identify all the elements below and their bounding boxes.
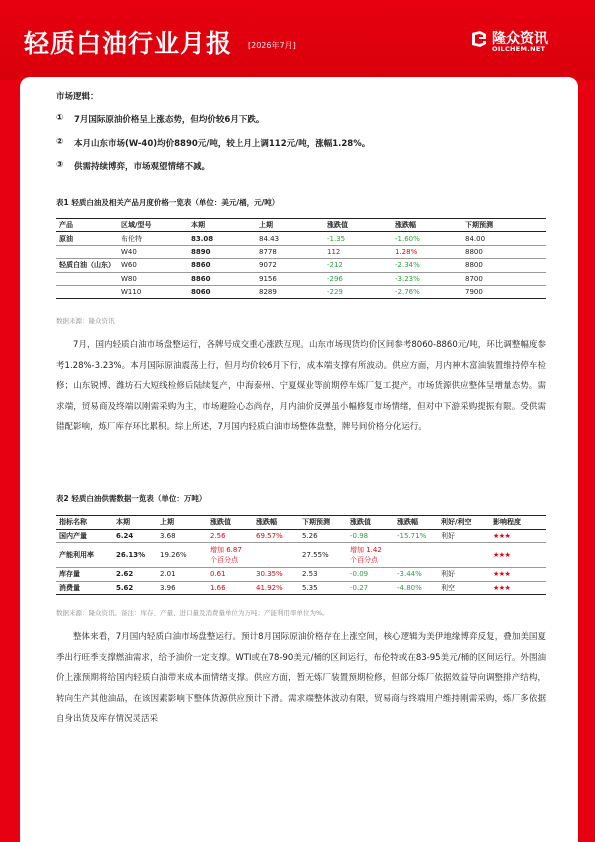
col-header: 下期预测 bbox=[299, 516, 347, 530]
cell-previous: 3.68 bbox=[157, 529, 207, 543]
col-header: 涨跌值 bbox=[347, 516, 394, 530]
cell-indicator: 库存量 bbox=[56, 568, 113, 582]
cell-previous: 8778 bbox=[256, 245, 324, 258]
cell-product bbox=[56, 272, 118, 285]
col-header: 涨跌值 bbox=[324, 219, 392, 232]
col-header: 涨跌幅 bbox=[394, 516, 438, 530]
cell-previous: 3.96 bbox=[157, 581, 207, 595]
cell-product: 轻质白油（山东） bbox=[56, 259, 118, 272]
cell-forecast-pct: -15.71% bbox=[394, 529, 438, 543]
analysis-paragraph-2: 整体来看，7月国内轻质白油市场盘整运行。预计8月国际原油价格存在上涨空间，核心逻辑为美伊地缘博弈反复，叠加美国夏季出行旺季支撑燃油需求，给予油价一定支撑。WTI或在78-90美元/桶的区间运行，布伦特或在83-95美元/桶的区间运行。外围油价上涨预期将给国内轻质白油带来成本面情绪支撑。供应方面，暂无炼厂装置预期检修，但部分炼厂依据效益导向调整排产结构，转向生产其他油品，在该因素影响下整体货源供应预计下滑。需求端整体波动有限，贸易商与终端用户维持刚需采购，炼厂多依据自身出货及库存情况灵活采 bbox=[56, 632, 546, 724]
logic-item-text: 本月山东市场(W-40)均价8890元/吨，较上月上调112元/吨，涨幅1.28%。 bbox=[74, 139, 371, 149]
cell-indicator: 产能利用率 bbox=[56, 543, 113, 568]
cell-change-pct: -2.34% bbox=[392, 259, 462, 272]
report-date: [2026年7月] bbox=[248, 41, 296, 50]
logic-item bbox=[56, 113, 264, 125]
oilchem-logo[interactable] bbox=[470, 28, 580, 54]
cell-current: 5.62 bbox=[113, 581, 157, 595]
cell-previous: 9072 bbox=[256, 259, 324, 272]
cell-current: 83.08 bbox=[188, 232, 256, 245]
cell-change: 1.66 bbox=[207, 581, 253, 595]
supply-demand-table bbox=[56, 515, 546, 595]
oilchem-logo-icon bbox=[470, 30, 488, 48]
col-header: 指标名称 bbox=[56, 516, 113, 530]
cell-change bbox=[207, 543, 253, 568]
cell-change-pct: -3.23% bbox=[392, 272, 462, 285]
cell-current: 8060 bbox=[188, 285, 256, 298]
cell-change-pct bbox=[253, 543, 299, 568]
cell-forecast-change: -0.27 bbox=[347, 581, 394, 595]
cell-change-pct: 41.92% bbox=[253, 581, 299, 595]
col-header: 涨跌幅 bbox=[392, 219, 462, 232]
cell-forecast: 8800 bbox=[462, 245, 546, 258]
table1-source: 数据来源：隆众资讯 bbox=[56, 317, 115, 325]
price-table bbox=[56, 218, 546, 299]
cell-forecast: 5.35 bbox=[299, 581, 347, 595]
impact-level-stars: ★★★ bbox=[490, 529, 546, 543]
cell-model: W80 bbox=[118, 272, 188, 285]
cell-forecast: 5.26 bbox=[299, 529, 347, 543]
table-row bbox=[56, 543, 546, 568]
cell-current: 8860 bbox=[188, 259, 256, 272]
logo-text-en: OILCHEM.NET bbox=[492, 45, 546, 53]
col-header: 影响程度 bbox=[490, 516, 546, 530]
cell-change-pct: 30.35% bbox=[253, 568, 299, 582]
cell-current: 8860 bbox=[188, 272, 256, 285]
table-row bbox=[56, 259, 546, 272]
cell-impact bbox=[438, 543, 490, 568]
cell-forecast-change: -0.09 bbox=[347, 568, 394, 582]
cell-forecast: 7900 bbox=[462, 285, 546, 298]
table2-title: 表2 轻质白油供需数据一览表（单位：万吨） bbox=[56, 494, 207, 503]
cell-product bbox=[56, 285, 118, 298]
cell-forecast-pct: -3.44% bbox=[394, 568, 438, 582]
cell-forecast-change-line1: 增加 1.42 bbox=[350, 546, 382, 554]
table1-title: 表1 轻质白油及相关产品月度价格一览表（单位：美元/桶，元/吨） bbox=[56, 198, 280, 207]
cell-forecast-change: -0.98 bbox=[347, 529, 394, 543]
cell-forecast: 27.55% bbox=[299, 543, 347, 568]
logic-item-number: ② bbox=[56, 137, 64, 147]
cell-change-pct: 1.28% bbox=[392, 245, 462, 258]
cell-change: -296 bbox=[324, 272, 392, 285]
col-header: 产品 bbox=[56, 219, 118, 232]
col-header: 利好/利空 bbox=[438, 516, 490, 530]
col-header: 本期 bbox=[113, 516, 157, 530]
cell-forecast: 8700 bbox=[462, 272, 546, 285]
cell-forecast: 2.53 bbox=[299, 568, 347, 582]
logic-item-number: ③ bbox=[56, 160, 64, 170]
table-row bbox=[56, 529, 546, 543]
cell-forecast-pct: -4.80% bbox=[394, 581, 438, 595]
col-header: 区域/型号 bbox=[118, 219, 188, 232]
cell-previous: 9156 bbox=[256, 272, 324, 285]
logic-item bbox=[56, 160, 210, 172]
cell-impact: 利好 bbox=[438, 568, 490, 582]
report-title: 轻质白油行业月报 bbox=[24, 29, 233, 58]
logic-item-text: 7月国际原油价格呈上涨态势，但均价较6月下跌。 bbox=[74, 115, 265, 125]
cell-previous: 2.01 bbox=[157, 568, 207, 582]
cell-change-pct: -2.76% bbox=[392, 285, 462, 298]
cell-model: W40 bbox=[118, 245, 188, 258]
table-row bbox=[56, 285, 546, 298]
table-row bbox=[56, 581, 546, 595]
logo-text-cn: 隆众资讯 bbox=[492, 31, 548, 47]
cell-current: 26.13% bbox=[113, 543, 157, 568]
table-row bbox=[56, 245, 546, 258]
cell-change: -229 bbox=[324, 285, 392, 298]
col-header: 上期 bbox=[256, 219, 324, 232]
cell-change: 2.56 bbox=[207, 529, 253, 543]
cell-indicator: 消费量 bbox=[56, 581, 113, 595]
cell-current: 2.62 bbox=[113, 568, 157, 582]
col-header: 上期 bbox=[157, 516, 207, 530]
logic-item-number: ① bbox=[56, 113, 64, 123]
table-row bbox=[56, 568, 546, 582]
table-header-row bbox=[56, 219, 546, 232]
cell-change: -212 bbox=[324, 259, 392, 272]
cell-forecast-change bbox=[347, 543, 394, 568]
cell-previous: 8289 bbox=[256, 285, 324, 298]
impact-level-stars: ★★★ bbox=[490, 543, 546, 568]
cell-previous: 19.26% bbox=[157, 543, 207, 568]
logic-item-text: 供需持续博弈，市场观望情绪不减。 bbox=[74, 162, 211, 172]
cell-forecast: 8800 bbox=[462, 259, 546, 272]
cell-change: 112 bbox=[324, 245, 392, 258]
cell-change: 0.61 bbox=[207, 568, 253, 582]
cell-change: -1.35 bbox=[324, 232, 392, 245]
analysis-paragraph-1: 7月，国内轻质白油市场盘整运行，各牌号成交重心涨跌互现。山东市场现货均价区间参考8060-8860元/吨，环比调整幅度参考1.28%-3.23%。本月国际原油震荡上行，但月均价较6月下行，成本端支撑有所波动。供应方面，月内神木富油装置维持停车检修；山东锐博、潍坊石大短线检修后陆续复产，中海泰州、宁夏煤业等前期停车炼厂复工提产，市场货源供应整体呈增量态势。需求端，贸易商及终端以刚需采购为主，市场避险心态尚存，月内油价反弹虽小幅修复市场情绪，但对中下游采购提振有限。受供需错配影响，炼厂库存环比累积。综上所述，7月国内轻质白油市场整体盘整，牌号间价格分化运行。 bbox=[56, 340, 546, 432]
cell-change-line1: 增加 6.87 bbox=[210, 546, 242, 554]
logic-item bbox=[56, 137, 370, 149]
table2-source: 数据来源：隆众资讯。备注：库存、产量、进口量及消费量单位为万吨；产能利用率单位为%。 bbox=[56, 609, 329, 617]
cell-model: W110 bbox=[118, 285, 188, 298]
impact-level-stars: ★★★ bbox=[490, 568, 546, 582]
col-header: 本期 bbox=[188, 219, 256, 232]
cell-previous: 84.43 bbox=[256, 232, 324, 245]
table-row bbox=[56, 232, 546, 245]
col-header: 涨跌值 bbox=[207, 516, 253, 530]
cell-current: 6.24 bbox=[113, 529, 157, 543]
cell-forecast-pct bbox=[394, 543, 438, 568]
cell-current: 8890 bbox=[188, 245, 256, 258]
col-header: 下期预测 bbox=[462, 219, 546, 232]
cell-forecast: 84.00 bbox=[462, 232, 546, 245]
cell-model: W60 bbox=[118, 259, 188, 272]
cell-change-line2: 个百分点 bbox=[210, 556, 238, 564]
cell-product bbox=[56, 245, 118, 258]
cell-change-pct: 69.57% bbox=[253, 529, 299, 543]
report-header bbox=[0, 0, 595, 80]
table-header-row bbox=[56, 516, 546, 530]
cell-product: 原油 bbox=[56, 232, 118, 245]
market-logic-heading: 市场逻辑： bbox=[56, 92, 99, 102]
table-row bbox=[56, 272, 546, 285]
impact-level-stars: ★★★ bbox=[490, 581, 546, 595]
cell-impact: 利空 bbox=[438, 581, 490, 595]
cell-forecast-change-line2: 个百分点 bbox=[350, 556, 378, 564]
col-header: 涨跌幅 bbox=[253, 516, 299, 530]
cell-impact: 利好 bbox=[438, 529, 490, 543]
cell-change-pct: -1.60% bbox=[392, 232, 462, 245]
cell-model: 布伦特 bbox=[118, 232, 188, 245]
cell-indicator: 国内产量 bbox=[56, 529, 113, 543]
